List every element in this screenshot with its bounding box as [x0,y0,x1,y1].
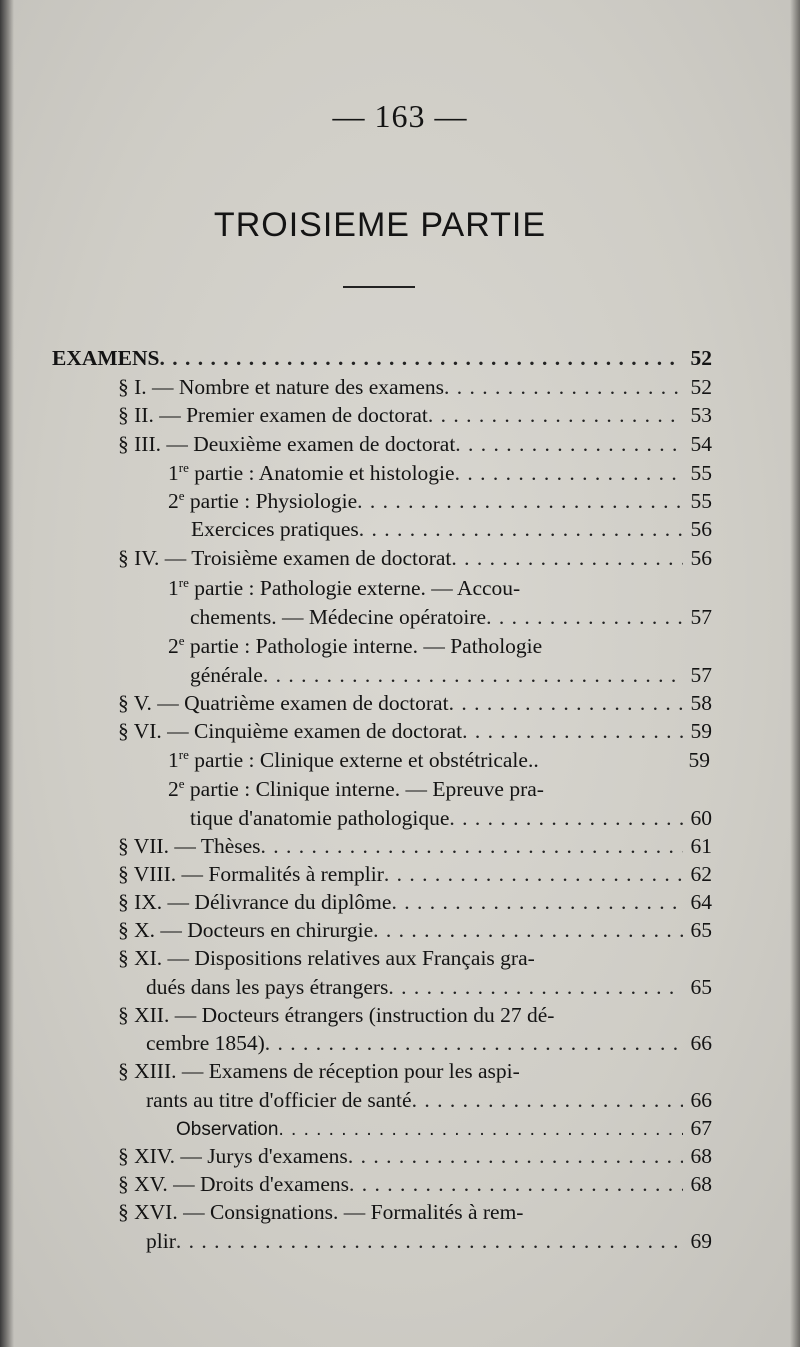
toc-entry [118,373,712,401]
toc-page-number: 52 [690,346,712,370]
leader-dots [373,916,682,944]
toc-entry-line1: § XIII. — Examens de réception pour les aspi- [118,1059,520,1083]
toc-page-number: 53 [690,403,712,427]
page-edge-shadow [0,0,14,1347]
toc-entry [118,1142,712,1170]
leader-dots [391,888,682,916]
toc-entry-label: § IV. — Troisième examen de doctorat [118,546,452,570]
toc-entry-label: § III. — Deuxième examen de doctorat [118,432,456,456]
leader-dots [412,1086,683,1114]
toc-entry-label: Exercices pratiques [191,517,359,541]
toc-page-number: 56 [690,517,712,541]
toc-entry-label: § VIII. — Formalités à remplir [118,862,384,886]
toc-entry-label: § II. — Premier examen de doctorat [118,403,428,427]
leader-dots [349,1170,683,1198]
toc-page-number: 62 [690,862,712,886]
leader-dots [357,487,682,515]
toc-entry-label [168,487,357,515]
toc-entry [190,661,712,689]
toc-entry-label: plir [146,1229,176,1253]
toc-entry-label: Observation [176,1119,279,1140]
toc-entry-label: générale [190,663,263,687]
toc-entry [146,1227,712,1255]
toc-page-number: 55 [690,489,712,513]
toc-page-number: 68 [690,1172,712,1196]
toc-entry-line1 [168,574,520,602]
toc-entry-label: tique d'anatomie pathologique [190,806,450,830]
toc-page-number: 64 [690,890,712,914]
part-label: partie : Pathologie externe. — Accou- [188,576,521,600]
toc-entry [191,515,712,543]
part-number: 2 [168,777,179,801]
part-label: partie : Pathologie interne. — Pathologie [184,634,543,658]
toc-page-number: 65 [690,918,712,942]
ordinal-suffix: re [178,574,189,590]
toc-entry-label: chements. — Médecine opératoire [190,605,487,629]
toc-entry-label: § VI. — Cinquième examen de doctorat [118,719,463,743]
toc-page-number: 59 [690,719,712,743]
toc-entry [190,603,712,631]
toc-page-number: 57 [690,663,712,687]
toc-entry [118,832,712,860]
leader-dots [384,860,683,888]
toc-entry [146,1086,712,1114]
ordinal-suffix: re [178,746,189,762]
part-label: partie : Anatomie et histologie [188,461,455,485]
toc-entry [118,1170,712,1198]
toc-entry-line1: § XII. — Docteurs étrangers (instruction du 27 dé- [118,1003,555,1027]
toc-page-number: 69 [690,1229,712,1253]
part-title: TROISIEME PARTIE [213,206,547,244]
part-label: partie : Clinique externe et obstétricale.. [188,748,539,772]
part-number: 1 [168,461,179,485]
leader-dots [451,544,682,572]
leader-dots [265,1029,683,1057]
toc-entry [176,1114,712,1142]
toc-entry-label [168,459,455,487]
toc-entry [168,487,712,515]
leader-dots [449,804,682,832]
leader-dots [462,717,682,745]
toc-page-number: 55 [690,461,712,485]
ordinal-suffix: e [178,632,185,648]
toc-entry-label: § XV. — Droits d'examens [118,1172,349,1196]
toc-entry-label: cembre 1854) [146,1031,265,1055]
toc-entry [118,916,712,944]
leader-dots [359,515,683,543]
toc-entry [146,1029,712,1057]
toc-page-number: 59 [688,748,710,772]
page-number: — 163 — [332,98,468,134]
leader-dots [278,1116,682,1144]
toc-entry-label [168,746,539,774]
toc-entry-label: § X. — Docteurs en chirurgie [118,918,374,942]
leader-dots [444,373,683,401]
toc-entry-examens [52,344,712,372]
toc-entry [118,544,712,572]
toc-entry-label: EXAMENS [52,346,160,370]
toc-entry-label: § VII. — Thèses [118,834,261,858]
ordinal-suffix: e [178,775,185,791]
leader-dots [176,1227,683,1255]
toc-entry [190,804,712,832]
leader-dots [486,603,682,631]
toc-page-number: 67 [690,1116,712,1140]
leader-dots [160,344,683,372]
leader-dots [455,459,683,487]
title-divider [343,286,415,288]
toc-entry [168,459,712,487]
toc-entry [118,689,712,717]
leader-dots [388,973,682,1001]
leader-dots [455,430,682,458]
toc-entry [118,430,712,458]
toc-entry-label: rants au titre d'officier de santé [146,1088,412,1112]
part-label: partie : Physiologie [184,489,358,513]
leader-dots [263,661,683,689]
toc-entry-label: § V. — Quatrième examen de doctorat [118,691,449,715]
part-number: 2 [168,634,179,658]
part-label: partie : Clinique interne. — Epreuve pra- [184,777,544,801]
toc-page-number: 54 [690,432,712,456]
part-number: 2 [168,489,179,513]
toc-page-number: 58 [690,691,712,715]
toc-entry [118,888,712,916]
toc-entry-label: § IX. — Délivrance du diplôme [118,890,392,914]
toc-entry-line1: § XI. — Dispositions relatives aux Français gra- [118,946,535,970]
part-number: 1 [168,576,179,600]
toc-page-number: 65 [690,975,712,999]
toc-entry-label: § XIV. — Jurys d'examens [118,1144,348,1168]
ordinal-suffix: e [178,487,185,503]
toc-entry-line1: § XVI. — Consignations. — Formalités à rem- [118,1200,524,1224]
leader-dots [428,401,683,429]
ordinal-suffix: re [178,459,189,475]
toc-page-number: 56 [690,546,712,570]
toc-page-number: 52 [690,375,712,399]
leader-dots [261,832,683,860]
leader-dots [348,1142,683,1170]
toc-entry-label: § I. — Nombre et nature des examens [118,375,444,399]
toc-page-number: 57 [690,605,712,629]
toc-page-number: 60 [690,806,712,830]
toc-entry-line1 [168,775,544,803]
toc-entry-line1 [168,632,542,660]
toc-entry [118,401,712,429]
part-number: 1 [168,748,179,772]
page-edge-shadow-right [790,0,800,1347]
toc-page-number: 66 [690,1088,712,1112]
toc-page-number: 61 [690,834,712,858]
toc-entry [118,860,712,888]
leader-dots [449,689,683,717]
toc-page-number: 68 [690,1144,712,1168]
toc-entry-label: dués dans les pays étrangers [146,975,389,999]
toc-entry [118,717,712,745]
toc-entry [146,973,712,1001]
toc-page-number: 66 [690,1031,712,1055]
